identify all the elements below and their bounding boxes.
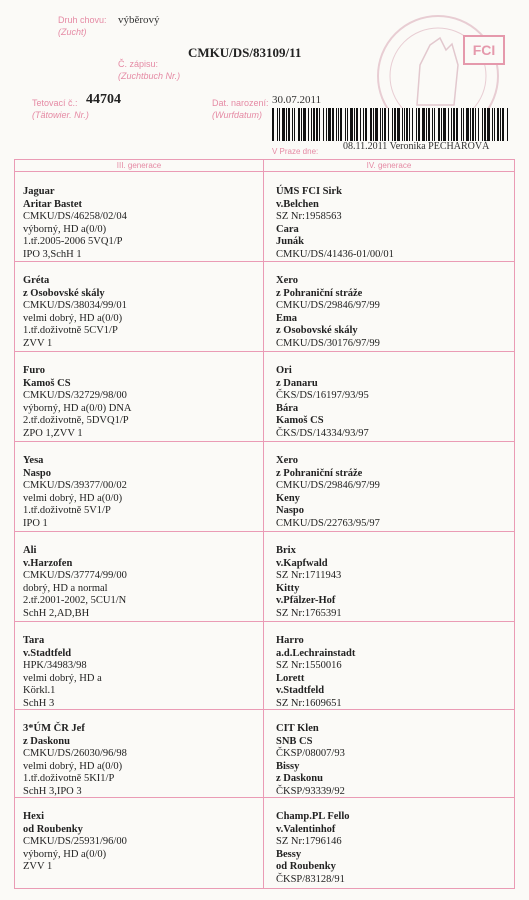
dog-detail-line: SZ Nr:1550016 — [276, 660, 342, 671]
barcode-bar — [354, 108, 355, 141]
barcode-bar — [272, 108, 274, 141]
dog-detail-line: CMKU/DS/22763/95/97 — [276, 517, 380, 529]
datum-narozeni-label-de: (Wurfdatum) — [212, 110, 263, 120]
barcode-bar — [494, 108, 495, 141]
dog-name-line: Harro — [276, 635, 304, 646]
barcode-bar — [478, 108, 479, 141]
dog-detail-line: CMKU/DS/46258/02/04 — [23, 211, 127, 222]
dog-name-line: SNB CS — [276, 735, 313, 747]
dog-detail-line: velmi dobrý, HD a(0/0) — [23, 760, 123, 772]
barcode-bar — [472, 108, 474, 141]
barcode-bar — [500, 108, 501, 141]
dog-detail-line: CMKU/DS/38034/99/01 — [23, 300, 127, 311]
dog-name-line: z Pohraniční stráže — [276, 467, 363, 479]
generation-3-cell — [23, 186, 127, 261]
barcode-bar — [308, 108, 309, 141]
dog-detail-line: ČKSP/83128/91 — [276, 873, 345, 885]
dog-detail-line: ČKS/DS/14334/93/97 — [276, 427, 369, 439]
dog-name-line: v.Stadtfeld — [23, 647, 72, 659]
dog-detail-line: velmi dobrý, HD a(0/0) — [23, 492, 123, 504]
barcode-bar — [412, 108, 413, 141]
dog-name-line: Xero — [276, 455, 298, 466]
dog-detail-line: CMKU/DS/29846/97/99 — [276, 300, 380, 311]
barcode-bar — [397, 108, 400, 141]
barcode-bar — [301, 108, 302, 141]
dog-detail-line: 2.tř.2001-2002, 5CU1/N — [23, 595, 127, 606]
row-divider — [15, 709, 514, 710]
dog-detail-line: CMKU/DS/26030/96/98 — [23, 748, 127, 759]
dog-detail-line: 1.tř.doživotně 5CV1/P — [23, 325, 118, 336]
barcode-bar — [463, 108, 464, 141]
generation-3-cell — [23, 275, 127, 350]
dog-detail-line: výborný, HD a(0/0) — [23, 223, 107, 235]
barcode-bar — [384, 108, 386, 141]
barcode-bar — [326, 108, 327, 141]
dog-name-line: Ori — [276, 365, 292, 376]
barcode-bar — [388, 108, 389, 141]
barcode-bar — [453, 108, 455, 141]
barcode-bar — [319, 108, 320, 141]
dog-name-line: Champ.PL Fello — [276, 811, 350, 822]
barcode-bar — [340, 108, 342, 141]
generation-3-cell — [23, 723, 127, 798]
dog-detail-line: SchH 3 — [23, 697, 55, 709]
barcode-bar — [380, 108, 381, 141]
dog-detail-line: CMKU/DS/37774/99/00 — [23, 570, 127, 581]
barcode-bar — [313, 108, 315, 141]
dog-detail-line: SZ Nr:1765391 — [276, 607, 342, 619]
cislo-zapisu-label-de: (Zuchtbuch Nr.) — [118, 71, 181, 81]
dog-name-line: Keny — [276, 492, 300, 504]
barcode-bar — [294, 108, 295, 141]
druh-chovu-label-cz: Druh chovu: — [58, 15, 107, 25]
barcode-bar — [426, 108, 427, 141]
dog-name-line: Yesa — [23, 455, 44, 466]
dog-detail-line: velmi dobrý, HD a(0/0) — [23, 312, 123, 324]
dog-name-line: Aritar Bastet — [23, 198, 82, 210]
barcode-bar — [382, 108, 383, 141]
tetovaci-cislo-value: 44704 — [86, 92, 121, 107]
barcode-bar — [428, 108, 430, 141]
barcode-bar — [323, 108, 324, 141]
dog-detail-line: ČKSP/93339/92 — [276, 785, 345, 797]
dog-name-line: Jaguar — [23, 186, 55, 197]
signature: 08.11.2011 Veronika PECHAROVÁ — [343, 141, 490, 152]
dog-detail-line: CMKU/DS/39377/00/02 — [23, 480, 127, 491]
barcode-bar — [507, 108, 508, 141]
barcode-bar — [336, 108, 337, 141]
dog-detail-line: 1.tř.doživotně 5V1/P — [23, 505, 111, 516]
dog-detail-line: SchH 3,IPO 3 — [23, 785, 82, 797]
dog-detail-line: výborný, HD a(0/0) DNA — [23, 402, 132, 414]
dog-name-line: Kamoš CS — [23, 377, 71, 389]
barcode-bar — [497, 108, 499, 141]
dog-name-line: Bessy — [276, 848, 302, 860]
barcode-bar — [292, 108, 293, 141]
row-divider — [15, 621, 514, 622]
generation-3-cell — [23, 811, 127, 874]
barcode-bar — [409, 108, 410, 141]
generation-4-cell — [276, 811, 350, 886]
dog-detail-line: ZPO 1,ZVV 1 — [23, 427, 83, 439]
dog-name-line: od Roubenky — [23, 823, 83, 835]
dog-name-line: z Daskonu — [276, 773, 323, 784]
dog-name-line: Hexi — [23, 811, 44, 822]
barcode-bar — [422, 108, 425, 141]
dog-name-line: v.Harzofen — [23, 557, 73, 569]
barcode-bar — [482, 108, 483, 141]
barcode-bar — [438, 108, 440, 141]
barcode-bar — [434, 108, 435, 141]
dog-name-line: ÚMS FCI Sirk — [276, 186, 342, 197]
barcode-bar — [303, 108, 306, 141]
dog-name-line: CIT Klen — [276, 723, 319, 734]
dog-detail-line: CMKU/DS/30176/97/99 — [276, 337, 380, 349]
tetovaci-cislo-label-de: (Tätowier. Nr.) — [32, 110, 89, 120]
dog-name-line: Kitty — [276, 582, 300, 594]
dog-name-line: v.Stadtfeld — [276, 685, 325, 696]
datum-narozeni-value: 30.07.2011 — [272, 94, 322, 106]
barcode-bar — [347, 108, 348, 141]
barcode-bar — [448, 108, 449, 141]
barcode-bar — [277, 108, 278, 141]
dog-detail-line: 1.tř.doživotně 5KI1/P — [23, 773, 115, 784]
dog-name-line: z Daskonu — [23, 735, 70, 747]
row-divider — [15, 351, 514, 352]
generation-3-cell — [23, 545, 127, 620]
dog-name-line: od Roubenky — [276, 861, 336, 872]
barcode-bar — [443, 108, 446, 141]
dog-name-line: Bára — [276, 402, 299, 414]
dog-name-line: Junák — [276, 236, 305, 247]
datum-narozeni-label-cz: Dat. narození: — [212, 98, 269, 108]
dog-name-line: a.d.Lechrainstadt — [276, 647, 356, 659]
generation-4-cell — [276, 545, 342, 620]
dog-detail-line: velmi dobrý, HD a — [23, 672, 102, 684]
barcode-bar — [282, 108, 285, 141]
generation-4-cell — [276, 365, 369, 440]
row-divider — [15, 797, 514, 798]
druh-chovu-label-de: (Zucht) — [58, 27, 87, 37]
druh-chovu-label — [58, 14, 107, 38]
barcode-bar — [356, 108, 358, 141]
dog-detail-line: CMKU/DS/25931/96/00 — [23, 836, 127, 847]
barcode-bar — [487, 108, 490, 141]
dog-detail-line: 2.tř.doživotně, 5DVQ1/P — [23, 415, 129, 426]
dog-detail-line: CMKU/DS/32729/98/00 — [23, 390, 127, 401]
col-generation-4-header: IV. generace — [366, 161, 412, 170]
dog-name-line: z Danaru — [276, 377, 318, 389]
barcode-bar — [451, 108, 452, 141]
barcode-bar — [394, 108, 396, 141]
generation-4-cell — [276, 723, 345, 798]
dog-detail-line: HPK/34983/98 — [23, 660, 87, 671]
dog-detail-line: CMKU/DS/29846/97/99 — [276, 480, 380, 491]
barcode-bar — [363, 108, 364, 141]
dog-name-line: Ema — [276, 312, 297, 324]
barcode-bar — [416, 108, 417, 141]
generation-3-cell — [23, 365, 131, 440]
generation-3-cell — [23, 635, 102, 710]
barcode-bar — [402, 108, 403, 141]
generation-3-cell — [23, 455, 127, 530]
dog-name-line: Ali — [23, 545, 37, 556]
dog-detail-line: CMKU/DS/41436-01/00/01 — [276, 248, 394, 260]
dog-name-line: Naspo — [276, 505, 305, 516]
dog-name-line: 3*ÚM ČR Jef — [23, 723, 85, 734]
dog-name-line: z Osobovské skály — [276, 325, 358, 336]
dog-name-line: Cara — [276, 223, 299, 235]
barcode-bar — [328, 108, 331, 141]
datum-narozeni-label — [212, 97, 269, 121]
barcode-bar — [406, 108, 408, 141]
barcode-bar — [461, 108, 462, 141]
barcode-bar — [338, 108, 339, 141]
dog-name-line: Lorett — [276, 672, 305, 684]
row-divider — [15, 441, 514, 442]
dog-detail-line: výborný, HD a(0/0) — [23, 848, 107, 860]
barcode-bar — [373, 108, 374, 141]
dog-name-line: v.Valentinhof — [276, 823, 336, 835]
barcode-bar — [470, 108, 471, 141]
dog-detail-line: ČKSP/08007/93 — [276, 748, 345, 759]
druh-chovu-value: výběrový — [118, 14, 160, 26]
barcode-bar — [316, 108, 318, 141]
dog-detail-line: Körkl.1 — [23, 685, 56, 696]
row-divider — [15, 261, 514, 262]
barcode-bar — [456, 108, 458, 141]
tetovaci-cislo-label-cz: Tetovací č.: — [32, 98, 78, 108]
barcode-bar — [466, 108, 469, 141]
generation-4-cell — [276, 455, 380, 530]
row-divider — [15, 531, 514, 532]
barcode-bar — [279, 108, 280, 141]
dog-detail-line: ČKS/DS/16197/93/95 — [276, 390, 369, 401]
column-divider — [263, 160, 264, 888]
barcode-bar — [298, 108, 300, 141]
dog-detail-line: SZ Nr:1711943 — [276, 570, 342, 581]
dog-name-line: Xero — [276, 275, 298, 286]
dog-name-line: Brix — [276, 545, 296, 556]
barcode-bar — [311, 108, 312, 141]
dog-name-line: z Osobovské skály — [23, 287, 105, 299]
dog-detail-line: IPO 3,SchH 1 — [23, 248, 82, 260]
barcode-bar — [392, 108, 393, 141]
generation-4-cell — [276, 635, 355, 710]
dog-detail-line: SchH 2,AD,BH — [23, 607, 90, 619]
dog-detail-line: 1.tř.2005-2006 5VQ1/P — [23, 236, 123, 247]
dog-name-line: Kamoš CS — [276, 415, 324, 426]
barcode-bar — [418, 108, 420, 141]
barcode-bar — [288, 108, 290, 141]
barcode-bar — [286, 108, 287, 141]
barcode — [270, 108, 513, 141]
barcode-bar — [360, 108, 361, 141]
barcode-bar — [365, 108, 367, 141]
dog-name-line: Furo — [23, 365, 45, 376]
dog-name-line: Naspo — [23, 467, 52, 479]
barcode-bar — [345, 108, 346, 141]
generation-4-cell — [276, 275, 380, 350]
col-generation-3-header: III. generace — [116, 161, 162, 170]
generation-4-cell — [276, 186, 394, 261]
dog-detail-line: IPO 1 — [23, 517, 48, 529]
dog-detail-line: SZ Nr:1609651 — [276, 697, 342, 709]
cislo-zapisu-value: CMKU/DS/83109/11 — [188, 45, 302, 60]
cislo-zapisu-label-cz: Č. zápisu: — [118, 59, 159, 69]
cislo-zapisu-label — [118, 58, 180, 82]
dog-name-line: v.Kapfwald — [276, 557, 328, 569]
barcode-bar — [370, 108, 372, 141]
tetovaci-cislo-label — [32, 97, 89, 121]
barcode-bar — [492, 108, 493, 141]
barcode-bar — [332, 108, 334, 141]
pedigree-table — [14, 159, 515, 889]
table-header — [15, 160, 514, 172]
barcode-bar — [441, 108, 442, 141]
dog-detail-line: dobrý, HD a normal — [23, 582, 108, 594]
barcode-bar — [502, 108, 504, 141]
barcode-bar — [350, 108, 353, 141]
fci-logo-text: FCI — [472, 42, 496, 58]
dog-name-line: Tara — [23, 635, 45, 646]
barcode-bar — [484, 108, 486, 141]
dog-name-line: Bissy — [276, 760, 300, 772]
dog-name-line: z Pohraniční stráže — [276, 287, 363, 299]
dog-detail-line: ZVV 1 — [23, 861, 53, 872]
dog-detail-line: SZ Nr:1958563 — [276, 211, 342, 222]
barcode-bar — [475, 108, 476, 141]
v-praze-dne-label: V Praze dne: — [272, 147, 319, 156]
barcode-bar — [375, 108, 378, 141]
dog-name-line: v.Pfälzer-Hof — [276, 595, 336, 606]
barcode-bar — [432, 108, 433, 141]
dog-name-line: Gréta — [23, 275, 50, 286]
barcode-bar — [404, 108, 405, 141]
dog-detail-line: SZ Nr:1796146 — [276, 836, 342, 847]
dog-detail-line: ZVV 1 — [23, 337, 53, 349]
dog-name-line: v.Belchen — [276, 198, 319, 210]
